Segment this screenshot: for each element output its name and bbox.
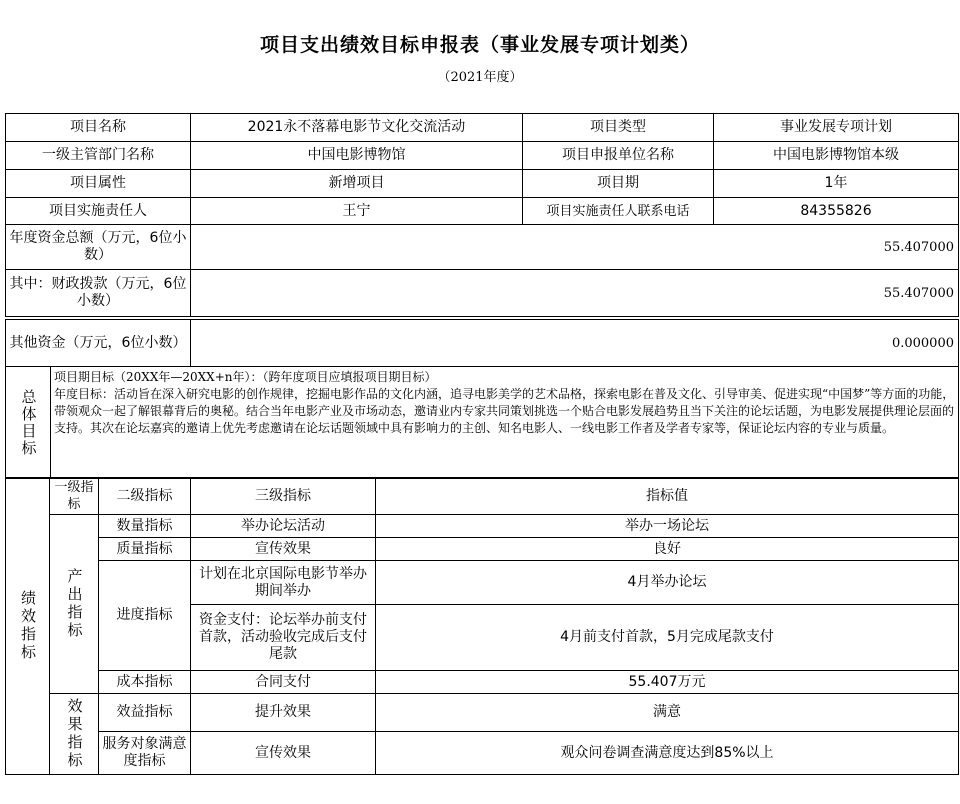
overall-goal-label: 总体目标: [6, 367, 51, 478]
goal-annual-line: 年度目标：活动旨在深入研究电影的创作规律，挖掘电影作品的文化内涵，追寻电影美学的艺术品格，探索电影在普及文化、引导审美、促进实现“中国梦”等方面的功能，带领观众一起了解银幕背后的奥秘。结合当年电影产业及市场动态，邀请业内专家共同策划挑选一个贴合电影发展趋势且当下关注的论坛话题，为电影发展提供理论层面的支持。其次在论坛嘉宾的邀请上优先考虑邀请在论坛话题领域中具有影响力的主创、知名电影人、一线电影工作者及学者专家等，保证论坛内容的专业与质量。: [54, 387, 955, 435]
table-row-l2: 效益指标: [99, 694, 191, 732]
table-row-l3: 提升效果: [191, 694, 376, 732]
overall-goal-cell: [6, 367, 959, 479]
project-type-label: 项目类型: [523, 114, 714, 142]
attr-label: 项目属性: [6, 170, 191, 198]
project-name-value: 2021永不落幕电影节文化交流活动: [191, 114, 523, 142]
table-row-value: 良好: [376, 538, 959, 561]
unit-label: 项目申报单位名称: [523, 142, 714, 170]
year-subtitle: （2021年度）: [437, 70, 523, 85]
unit-value: 中国电影博物馆本级: [714, 142, 959, 170]
fiscal-funds-value: 55.407000: [191, 270, 959, 317]
output-label: 产出指标: [50, 515, 99, 694]
phone-label: 项目实施责任人联系电话: [523, 198, 714, 225]
table-row-l2: 数量指标: [99, 515, 191, 538]
overall-goal-text: [51, 367, 958, 478]
phone-value: 84355826: [714, 198, 959, 225]
table-row-value: 观众问卷调查满意度达到85%以上: [376, 732, 959, 775]
table-row-value: 4月举办论坛: [376, 561, 959, 605]
table-row-l3: 计划在北京国际电影节举办期间举办: [191, 561, 376, 605]
dept-label: 一级主管部门名称: [6, 142, 191, 170]
header-level1: 一级指标: [50, 478, 99, 515]
header-value: 指标值: [376, 478, 959, 515]
total-funds-label: 年度资金总额（万元，6位小数）: [6, 225, 191, 270]
header-level2: 二级指标: [99, 478, 191, 515]
other-funds-label: 其他资金（万元，6位小数）: [6, 320, 191, 367]
other-funds-table: [5, 319, 959, 479]
dept-value: 中国电影博物馆: [191, 142, 523, 170]
table-row-l3: 宣传效果: [191, 538, 376, 561]
table-row-l3: 资金支付：论坛举办前支付首款，活动验收完成后支付尾款: [191, 605, 376, 671]
table-row-l3: 举办论坛活动: [191, 515, 376, 538]
table-row-value: 举办一场论坛: [376, 515, 959, 538]
person-label: 项目实施责任人: [6, 198, 191, 225]
table-row-l3: 宣传效果: [191, 732, 376, 775]
page-title: 项目支出绩效目标申报表（事业发展专项计划类）: [259, 34, 700, 56]
perf-label: 绩效指标: [6, 478, 50, 775]
total-funds-value: 55.407000: [191, 225, 959, 270]
fiscal-funds-label: 其中：财政拨款（万元，6位小数）: [6, 270, 191, 317]
goal-period-line: 项目期目标（20XX年—20XX+n年）：（跨年度项目应填报项目期目标）: [54, 370, 437, 384]
effect-label: 效果指标: [50, 694, 99, 775]
project-info-table: [5, 113, 959, 317]
other-funds-value: 0.000000: [191, 320, 959, 367]
table-row-l2: 质量指标: [99, 538, 191, 561]
table-row-l3: 合同支付: [191, 671, 376, 694]
table-row-value: 满意: [376, 694, 959, 732]
attr-value: 新增项目: [191, 170, 523, 198]
table-row-l2: 服务对象满意度指标: [99, 732, 191, 775]
project-name-label: 项目名称: [6, 114, 191, 142]
period-value: 1年: [714, 170, 959, 198]
table-row-l2: 成本指标: [99, 671, 191, 694]
header-level3: 三级指标: [191, 478, 376, 515]
table-row-value: 4月前支付首款，5月完成尾款支付: [376, 605, 959, 671]
table-row-value: 55.407万元: [376, 671, 959, 694]
table-row-l2: 进度指标: [99, 561, 191, 671]
period-label: 项目期: [523, 170, 714, 198]
performance-table: [5, 477, 959, 775]
person-value: 王宁: [191, 198, 523, 225]
project-type-value: 事业发展专项计划: [714, 114, 959, 142]
